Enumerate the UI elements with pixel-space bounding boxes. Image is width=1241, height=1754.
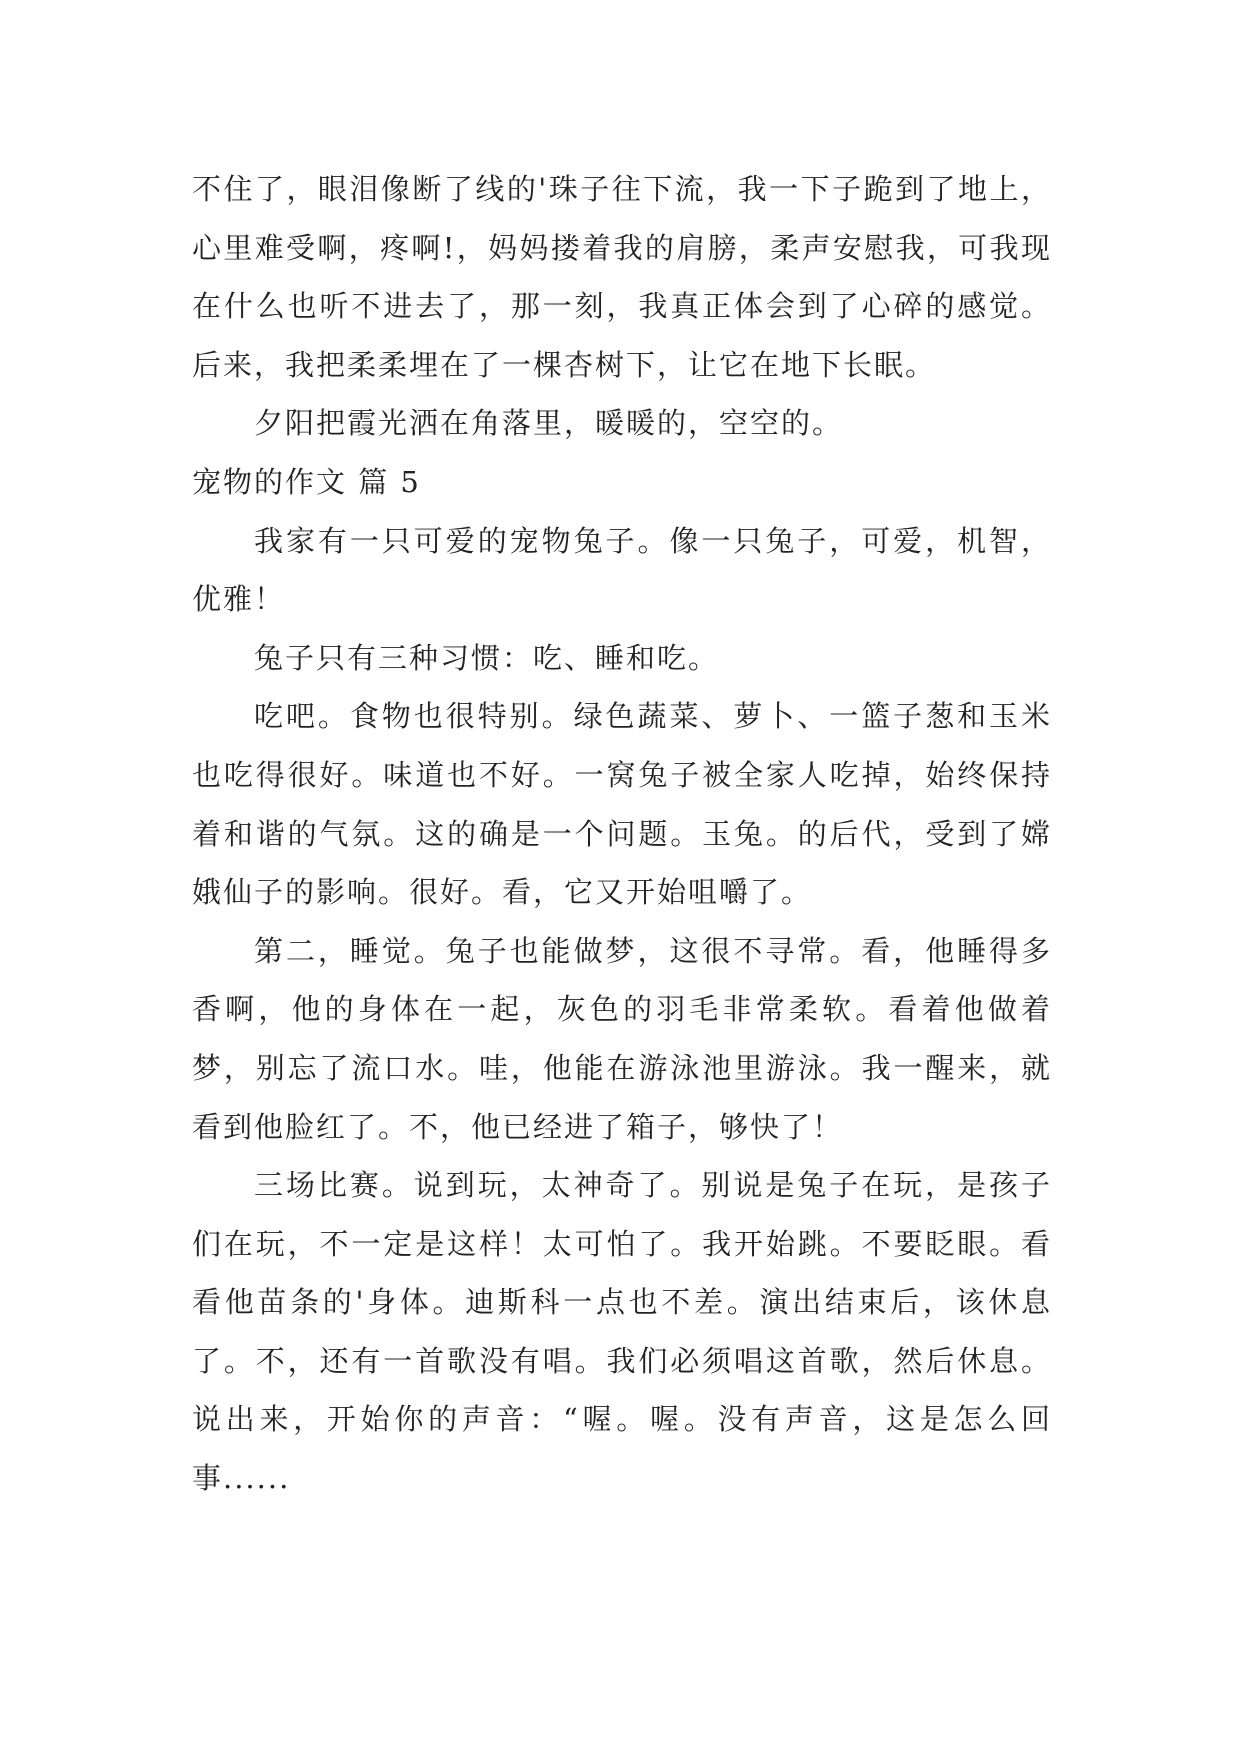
paragraph-eating: 吃吧。食物也很特别。绿色蔬菜、萝卜、一篮子葱和玉米也吃得很好。味道也不好。一窝兔子被全家人吃掉，始终保持着和谐的气氛。这的确是一个问题。玉兔。的后代，受到了嫦娥仙子的影响。很好。看，它又开始咀嚼了。 (192, 699, 1052, 910)
paragraph-continuation: 不住了，眼泪像断了线的'珠子往下流，我一下子跪到了地上，心里难受啊，疼啊!，妈妈搂着我的肩膀，柔声安慰我，可我现在什么也听不进去了，那一刻，我真正体会到了心碎的感觉。后来，我把柔柔埋在了一棵杏树下，让它在地下长眠。 (192, 172, 1052, 382)
section-heading: 宠物的作文 篇 5 (192, 464, 421, 499)
paragraph-habits: 兔子只有三种习惯：吃、睡和吃。 (254, 640, 720, 675)
paragraph-intro: 我家有一只可爱的宠物兔子。像一只兔子，可爱，机智，优雅！ (192, 523, 1052, 617)
paragraph-sleeping: 第二，睡觉。兔子也能做梦，这很不寻常。看，他睡得多香啊，他的身体在一起，灰色的羽毛非常柔软。看着他做着梦，别忘了流口水。哇，他能在游泳池里游泳。我一醒来，就看到他脸红了。不，他已经进了箱子，够快了！ (192, 933, 1052, 1144)
paragraph-sunset: 夕阳把霞光洒在角落里，暖暖的，空空的。 (254, 406, 844, 441)
paragraph-playing: 三场比赛。说到玩，太神奇了。别说是兔子在玩，是孩子们在玩，不一定是这样！太可怕了。我开始跳。不要眨眼。看看他苗条的'身体。迪斯科一点也不差。演出结束后，该休息了。不，还有一首歌没有唱。我们必须唱这首歌，然后休息。说出来，开始你的声音：“喔。喔。没有声音，这是怎么回事...... (192, 1168, 1052, 1496)
document-page (192, 160, 1052, 1508)
